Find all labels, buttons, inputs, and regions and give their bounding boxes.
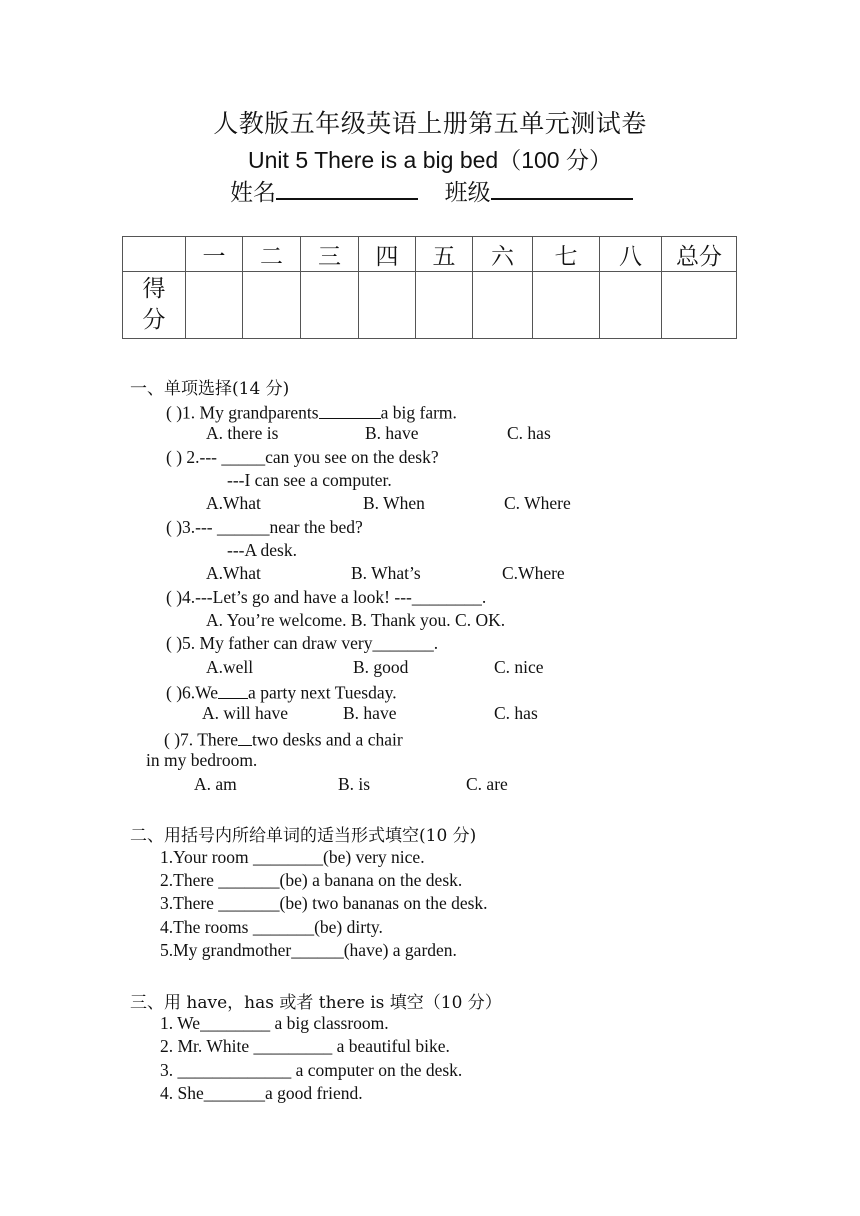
score-row-label: 得 分 xyxy=(123,272,186,339)
score-cell[interactable] xyxy=(359,272,416,339)
question-5: ( )5. My father can draw very_______. xyxy=(166,633,439,653)
name-blank xyxy=(276,174,418,200)
score-table-header-row xyxy=(123,237,737,272)
have-has-item-2: 2. Mr. White _________ a beautiful bike. xyxy=(160,1036,450,1056)
q1-option-c: C. has xyxy=(507,423,551,443)
q7-continuation: in my bedroom. xyxy=(146,750,258,770)
q6-option-b: B. have xyxy=(343,703,397,723)
fill-item-1: 1.Your room ________(be) very nice. xyxy=(160,847,425,867)
question-6: ( )6.We a party next Tuesday. xyxy=(166,680,397,704)
score-cell[interactable] xyxy=(301,272,359,339)
score-column-header: 五 xyxy=(416,237,473,272)
q7-option-a: A. am xyxy=(194,774,237,794)
score-table xyxy=(122,236,737,339)
score-column-header: 六 xyxy=(473,237,533,272)
q5-option-c: C. nice xyxy=(494,657,544,677)
q6-option-a: A. will have xyxy=(202,703,289,723)
q2-option-a: A.What xyxy=(206,493,261,513)
name-label: 姓名 xyxy=(230,180,276,206)
fill-item-2: 2.There _______(be) a banana on the desk. xyxy=(160,870,463,890)
q3-option-a: A.What xyxy=(206,563,261,583)
answer-blank[interactable] xyxy=(218,680,248,699)
section2-heading: 二、用括号内所给单词的适当形式填空(10 分) xyxy=(130,826,477,846)
score-table-corner-cell xyxy=(123,237,186,272)
score-cell[interactable] xyxy=(473,272,533,339)
q5-option-a: A.well xyxy=(206,657,254,677)
score-cell[interactable] xyxy=(600,272,662,339)
score-cell[interactable] xyxy=(662,272,737,339)
score-column-header: 二 xyxy=(243,237,301,272)
q4-options: A. You’re welcome. B. Thank you. C. OK. xyxy=(206,610,506,630)
question-1: ( )1. My grandparents a big farm. xyxy=(166,400,457,424)
question-3: ( )3.--- ______near the bed? xyxy=(166,517,363,537)
have-has-item-1: 1. We________ a big classroom. xyxy=(160,1013,389,1033)
q7-option-c: C. are xyxy=(466,774,508,794)
have-has-item-3: 3. _____________ a computer on the desk. xyxy=(160,1060,463,1080)
score-table-score-row xyxy=(123,272,737,339)
q1-option-b: B. have xyxy=(365,423,419,443)
answer-blank[interactable] xyxy=(319,400,381,419)
class-blank xyxy=(491,174,633,200)
q1-option-a: A. there is xyxy=(206,423,279,443)
answer-blank[interactable] xyxy=(238,727,252,746)
score-column-header: 八 xyxy=(600,237,662,272)
section3-heading: 三、用 have，has 或者 there is 填空（10 分） xyxy=(130,993,502,1013)
fill-item-3: 3.There _______(be) two bananas on the desk. xyxy=(160,893,488,913)
class-label: 班级 xyxy=(444,180,491,206)
score-column-header: 七 xyxy=(533,237,600,272)
q2-option-c: C. Where xyxy=(504,493,571,513)
score-column-header: 总分 xyxy=(662,237,737,272)
score-cell[interactable] xyxy=(416,272,473,339)
question-7: ( )7. There two desks and a chair xyxy=(164,727,403,751)
score-cell[interactable] xyxy=(243,272,301,339)
question-4: ( )4.---Let’s go and have a look! ---________. xyxy=(166,587,487,607)
score-cell[interactable] xyxy=(533,272,600,339)
q2-answer-line: ---I can see a computer. xyxy=(227,470,392,490)
q2-option-b: B. When xyxy=(363,493,425,513)
page-title: 人教版五年级英语上册第五单元测试卷 xyxy=(213,109,647,138)
q3-option-c: C.Where xyxy=(502,563,565,583)
q5-option-b: B. good xyxy=(353,657,409,677)
q6-option-c: C. has xyxy=(494,703,538,723)
section1-heading: 一、单项选择(14 分) xyxy=(130,379,290,399)
student-info-line xyxy=(230,174,633,207)
q3-answer-line: ---A desk. xyxy=(227,540,297,560)
q3-option-b: B. What’s xyxy=(351,563,421,583)
score-column-header: 三 xyxy=(301,237,359,272)
have-has-item-4: 4. She_______a good friend. xyxy=(160,1083,363,1103)
score-column-header: 一 xyxy=(186,237,243,272)
score-cell[interactable] xyxy=(186,272,243,339)
question-2: ( ) 2.--- _____can you see on the desk? xyxy=(166,447,439,467)
fill-item-4: 4.The rooms _______(be) dirty. xyxy=(160,917,383,937)
q7-option-b: B. is xyxy=(338,774,371,794)
fill-item-5: 5.My grandmother______(have) a garden. xyxy=(160,940,457,960)
score-column-header: 四 xyxy=(359,237,416,272)
page-subtitle: Unit 5 There is a big bed（100 分） xyxy=(248,147,612,173)
